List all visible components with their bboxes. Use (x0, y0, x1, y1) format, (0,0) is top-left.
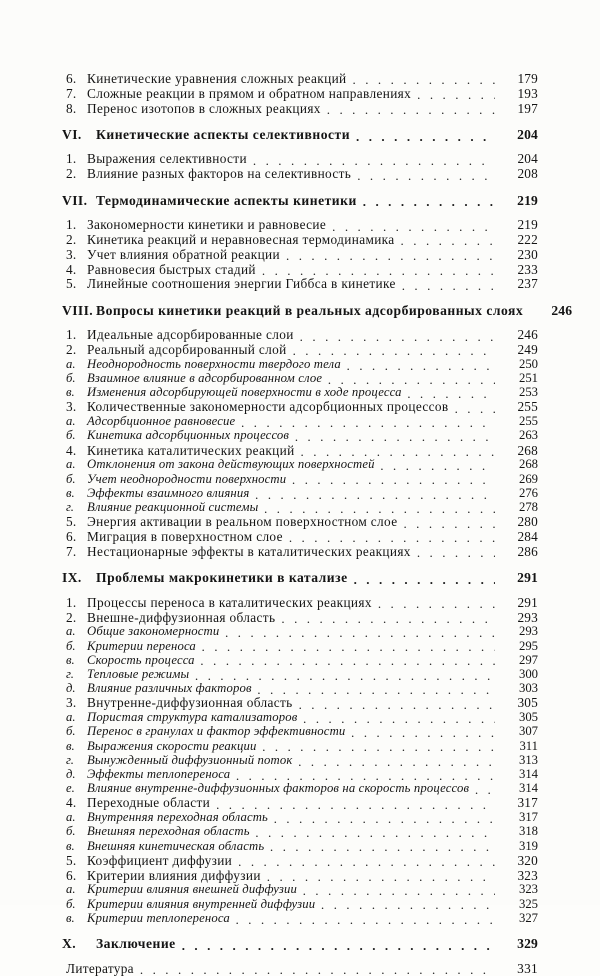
toc-entry-number: 1. (66, 327, 77, 343)
toc-entry-title: Внешне-диффузионная область (87, 609, 276, 625)
toc-entry-title: Перенос в гранулах и фактор эффективности (87, 724, 346, 739)
toc-entry-title: Эффекты теплопереноса (87, 766, 231, 781)
dot-leader (253, 152, 495, 165)
toc-entry[interactable] (62, 740, 538, 753)
toc-entry[interactable] (62, 302, 573, 318)
toc-entry-number: 6. (66, 71, 77, 86)
toc-entry-title: Скорость процесса (87, 652, 195, 667)
toc-entry-title: Кинетические аспекты селективности (96, 126, 351, 142)
toc-entry[interactable] (62, 654, 538, 667)
toc-entry-number: г. (66, 500, 74, 515)
toc-entry[interactable] (62, 429, 538, 442)
toc-entry-page-number: 219 (517, 192, 538, 208)
toc-entry-page-number: 233 (517, 261, 538, 277)
dot-leader (328, 372, 495, 385)
toc-entry-number: а. (66, 882, 76, 897)
toc-entry[interactable] (62, 277, 538, 290)
toc-entry-page-number: 230 (517, 246, 538, 262)
dot-leader (255, 487, 495, 500)
dot-leader (332, 218, 495, 231)
dot-leader (353, 72, 495, 85)
toc-entry-title: Критерии влияния внутренней диффузии (87, 896, 316, 911)
toc-entry[interactable] (62, 167, 538, 180)
toc-entry-title: Количественные закономерности адсорбционных процессов (87, 399, 449, 415)
toc-entry[interactable] (62, 358, 538, 371)
dot-leader (258, 682, 495, 695)
toc-entry-number: а. (66, 414, 76, 429)
toc-entry[interactable] (62, 725, 538, 738)
toc-entry-title: Пористая структура катализаторов (87, 710, 298, 725)
toc-entry[interactable] (62, 515, 538, 528)
toc-entry-page-number: 204 (517, 126, 538, 142)
dot-leader (381, 458, 495, 471)
toc-entry-title: Линейные соотношения энергии Гиббса в кинетике (87, 276, 396, 292)
toc-entry-number: 6. (66, 867, 77, 883)
toc-entry-page-number: 250 (518, 356, 538, 371)
toc-entry[interactable] (62, 962, 538, 975)
toc-entry-page-number: 246 (551, 302, 573, 318)
toc-entry[interactable] (62, 869, 538, 882)
toc-entry-number: 4. (66, 795, 77, 811)
toc-entry-page-number: 325 (518, 896, 538, 911)
toc-entry-title: Учет влияния обратной реакции (87, 246, 280, 262)
dot-leader (241, 415, 495, 428)
dot-leader (270, 840, 495, 853)
toc-entry[interactable] (62, 458, 538, 471)
toc-entry-page-number: 323 (517, 867, 538, 883)
toc-entry[interactable] (62, 233, 538, 246)
toc-entry[interactable] (62, 571, 538, 585)
toc-entry[interactable] (62, 473, 538, 486)
toc-entry-number: 1. (66, 217, 77, 233)
toc-entry-title: Критерии переноса (87, 638, 196, 653)
toc-entry-title: Внешняя кинетическая область (87, 838, 265, 853)
toc-entry-title: Влияние разных факторов на селективность (87, 166, 352, 182)
toc-entry-title: Идеальные адсорбированные слои (87, 327, 294, 343)
toc-entry[interactable] (62, 668, 538, 681)
dot-leader (301, 444, 495, 457)
toc-entry-title: Закономерности кинетики и равновесие (87, 217, 327, 233)
dot-leader (267, 869, 495, 882)
toc-entry-number: 1. (66, 151, 77, 167)
toc-entry-title: Вынужденный диффузионный поток (87, 752, 293, 767)
toc-entry-number: в. (66, 652, 75, 667)
toc-entry-page-number: 237 (517, 276, 538, 292)
toc-entry[interactable] (62, 768, 538, 781)
toc-entry-page-number: 317 (517, 795, 538, 811)
toc-entry-number: 3. (66, 246, 77, 262)
toc-entry-title: Литература (66, 961, 134, 976)
toc-entry-number: 3. (66, 695, 77, 711)
toc-entry-number: 7. (66, 543, 77, 559)
toc-entry-number: X. (62, 936, 77, 952)
toc-entry[interactable] (62, 754, 538, 767)
toc-entry-number: а. (66, 710, 76, 725)
toc-entry-page-number: 323 (518, 882, 538, 897)
toc-entry-title: Отклонения от закона действующих поверхностей (87, 457, 375, 472)
dot-leader (225, 625, 495, 638)
toc-entry[interactable] (62, 640, 538, 653)
toc-entry-title: Вопросы кинетики реакций в реальных адсорбированных слоях (96, 302, 524, 318)
dot-leader (292, 473, 495, 486)
toc-entry-page-number: 314 (518, 766, 538, 781)
toc-entry-title: Внутренне-диффузионная область (87, 695, 293, 711)
dot-leader (357, 167, 495, 180)
toc-entry-number: 2. (66, 166, 77, 182)
toc-entry-number: в. (66, 738, 75, 753)
toc-entry-number: г. (66, 752, 74, 767)
toc-entry-page-number: 269 (518, 471, 538, 486)
toc-entry-number: а. (66, 624, 76, 639)
toc-entry[interactable] (62, 372, 538, 385)
dot-leader (401, 233, 495, 246)
toc-entry-title: Кинетические уравнения сложных реакций (87, 71, 347, 86)
toc-entry[interactable] (62, 840, 538, 853)
toc-entry[interactable] (62, 328, 538, 341)
toc-entry-number: 4. (66, 442, 77, 458)
toc-entry[interactable] (62, 883, 538, 896)
toc-entry-number: 2. (66, 342, 77, 358)
toc-entry-number: а. (66, 457, 76, 472)
toc-entry[interactable] (62, 545, 538, 558)
toc-entry[interactable] (62, 263, 538, 276)
toc-entry-page-number: 179 (517, 71, 538, 86)
toc-entry-page-number: 278 (518, 500, 538, 515)
toc-entry-number: VIII. (62, 302, 94, 318)
toc-entry-number: д. (66, 766, 76, 781)
dot-leader (182, 937, 495, 951)
dot-leader (236, 912, 495, 925)
toc-entry[interactable] (62, 487, 538, 500)
toc-entry-page-number: 197 (517, 100, 538, 116)
toc-entry-page-number: 313 (518, 752, 538, 767)
toc-entry-page-number: 305 (517, 695, 538, 711)
dot-leader (236, 768, 495, 781)
toc-entry-page-number: 293 (518, 624, 538, 639)
toc-entry-page-number: 263 (518, 428, 538, 443)
toc-entry-number: б. (66, 428, 76, 443)
toc-entry-title: Энергия активации в реальном поверхностном слое (87, 514, 398, 530)
dot-leader (327, 102, 495, 115)
toc-entry-number: 8. (66, 100, 77, 116)
toc-entry-title: Влияние различных факторов (87, 681, 252, 696)
toc-entry[interactable] (62, 102, 538, 115)
toc-entry-title: Кинетика реакций и неравновесная термодинамика (87, 231, 395, 247)
dot-leader (403, 515, 495, 528)
toc-entry-title: Общие закономерности (87, 624, 220, 639)
dot-leader (475, 782, 495, 795)
dot-leader (274, 811, 495, 824)
toc-entry-title: Тепловые режимы (87, 666, 190, 681)
toc-entry[interactable] (62, 912, 538, 925)
toc-entry-page-number: 291 (517, 570, 538, 586)
dot-leader (298, 754, 495, 767)
toc-entry-title: Перенос изотопов в сложных реакциях (87, 100, 321, 116)
toc-entry[interactable] (62, 825, 538, 838)
toc-entry-number: IX. (62, 570, 82, 586)
dot-leader (262, 740, 495, 753)
toc-entry-number: е. (66, 781, 75, 796)
toc-entry-number: а. (66, 356, 76, 371)
toc-entry-page-number: 280 (517, 514, 538, 530)
toc-entry[interactable] (62, 343, 538, 356)
dot-leader (256, 825, 495, 838)
toc-entry[interactable] (62, 782, 538, 795)
toc-entry-number: в. (66, 838, 75, 853)
toc-entry-title: Миграция в поверхностном слое (87, 529, 283, 545)
toc-entry-number: д. (66, 681, 76, 696)
toc-entry[interactable] (62, 194, 538, 208)
toc-entry-title: Адсорбционное равновесие (87, 414, 236, 429)
toc-entry[interactable] (62, 854, 538, 867)
dot-leader (293, 343, 495, 356)
dot-leader (262, 263, 495, 276)
dot-leader (455, 400, 495, 413)
toc-entry[interactable] (62, 400, 538, 413)
dot-leader (363, 194, 495, 208)
toc-entry-number: б. (66, 638, 76, 653)
toc-entry-page-number: 208 (517, 166, 538, 182)
toc-entry-page-number: 300 (518, 666, 538, 681)
dot-leader (321, 898, 495, 911)
toc-entry[interactable] (62, 72, 538, 85)
toc-entry-title: Кинетика адсорбционных процессов (87, 428, 290, 443)
toc-entry-number: 4. (66, 261, 77, 277)
toc-entry[interactable] (62, 87, 538, 100)
dot-leader (408, 386, 495, 399)
toc-entry-title: Внутренняя переходная область (87, 810, 268, 825)
toc-entry-title: Выражения скорости реакции (87, 738, 257, 753)
toc-entry-page-number: 253 (518, 385, 538, 400)
dot-leader (281, 611, 495, 624)
toc-entry-title: Выражения селективности (87, 151, 247, 167)
toc-entry[interactable] (62, 530, 538, 543)
toc-entry-title: Равновесия быстрых стадий (87, 261, 256, 277)
dot-leader (202, 640, 495, 653)
toc-entry-title: Критерии влияния диффузии (87, 867, 261, 883)
toc-entry-page-number: 293 (517, 609, 538, 625)
toc-entry-number: VI. (62, 126, 82, 142)
toc-entry-title: Процессы переноса в каталитических реакциях (87, 594, 372, 610)
toc-entry-page-number: 268 (518, 457, 538, 472)
dot-leader (264, 501, 495, 514)
dot-leader (347, 358, 495, 371)
toc-entry[interactable] (62, 386, 538, 399)
toc-entry[interactable] (62, 596, 538, 609)
toc-entry-number: 3. (66, 399, 77, 415)
toc-entry-title: Переходные области (87, 795, 211, 811)
toc-entry-page-number: 222 (517, 231, 538, 247)
toc-entry[interactable] (62, 248, 538, 261)
toc-entry-page-number: 295 (518, 638, 538, 653)
toc-entry-title: Нестационарные эффекты в каталитических реакциях (87, 543, 411, 559)
dot-leader (289, 530, 495, 543)
toc-entry-number: 5. (66, 514, 77, 530)
toc-entry-number: 5. (66, 276, 77, 292)
dot-leader (351, 725, 495, 738)
toc-entry-number: 7. (66, 85, 77, 101)
toc-entry-title: Внешняя переходная область (87, 824, 250, 839)
toc-entry[interactable] (62, 937, 538, 951)
dot-leader (378, 596, 495, 609)
toc-entry[interactable] (62, 444, 538, 457)
toc-entry[interactable] (62, 711, 538, 724)
toc-entry[interactable] (62, 415, 538, 428)
dot-leader (286, 248, 495, 261)
toc-entry[interactable] (62, 611, 538, 624)
toc-entry-title: Кинетика каталитических реакций (87, 442, 295, 458)
dot-leader (238, 854, 495, 867)
dot-leader (300, 328, 495, 341)
toc-entry-number: б. (66, 371, 76, 386)
toc-entry-page-number: 307 (518, 724, 538, 739)
dot-leader (216, 796, 495, 809)
toc-entry-page-number: 329 (517, 936, 538, 952)
toc-entry-page-number: 246 (517, 327, 538, 343)
toc-entry-title: Критерии влияния внешней диффузии (87, 882, 297, 897)
toc-entry-page-number: 249 (517, 342, 538, 358)
toc-entry-page-number: 291 (517, 594, 538, 610)
toc-entry-title: Термодинамические аспекты кинетики (96, 192, 357, 208)
toc-entry-number: в. (66, 910, 75, 925)
toc-entry-page-number: 303 (518, 681, 538, 696)
toc-entry-number: 6. (66, 529, 77, 545)
toc-entry-title: Сложные реакции в прямом и обратном направлениях (87, 85, 412, 101)
toc-entry-page-number: 255 (517, 399, 538, 415)
toc-entry[interactable] (62, 128, 538, 142)
toc-entry-page-number: 286 (517, 543, 538, 559)
toc-entry-page-number: 314 (518, 781, 538, 796)
toc-entry-page-number: 219 (517, 217, 538, 233)
toc-entry-title: Заключение (96, 936, 176, 952)
toc-entry-number: 1. (66, 594, 77, 610)
toc-entry-page-number: 284 (517, 529, 538, 545)
dot-leader (295, 429, 495, 442)
dot-leader (303, 711, 495, 724)
toc-entry-title: Реальный адсорбированный слой (87, 342, 287, 358)
toc-entry[interactable] (62, 696, 538, 709)
toc-entry-title: Эффекты взаимного влияния (87, 485, 250, 500)
toc-entry-title: Критерии теплопереноса (87, 910, 230, 925)
toc-entry-page-number: 311 (519, 738, 538, 753)
toc-entry-title: Влияние внутренне-диффузионных факторов на скорость процессов (87, 781, 470, 796)
toc-entry[interactable] (62, 796, 538, 809)
toc-entry-title: Проблемы макрокинетики в катализе (96, 570, 348, 586)
toc-entry-page-number: 251 (518, 371, 538, 386)
toc-entry-title: Коэффициент диффузии (87, 852, 233, 868)
dot-leader (417, 545, 495, 558)
toc-entry-page-number: 268 (517, 442, 538, 458)
toc-entry-number: б. (66, 724, 76, 739)
toc-entry[interactable] (62, 898, 538, 911)
toc-entry[interactable] (62, 501, 538, 514)
toc-entry-page-number: 193 (517, 85, 538, 101)
toc-entry-page-number: 255 (518, 414, 538, 429)
toc-entry[interactable] (62, 811, 538, 824)
toc-entry-number: б. (66, 471, 76, 486)
dot-leader (201, 654, 495, 667)
toc-entry-page-number: 319 (518, 838, 538, 853)
toc-entry-number: VII. (62, 192, 88, 208)
toc-entry-page-number: 297 (518, 652, 538, 667)
toc-entry-page-number: 331 (517, 961, 538, 976)
toc-entry-number: б. (66, 824, 76, 839)
toc-entry[interactable] (62, 625, 538, 638)
toc-entry-number: г. (66, 666, 74, 681)
toc-entry-number: а. (66, 810, 76, 825)
toc-entry-number: 2. (66, 609, 77, 625)
toc-entry[interactable] (62, 152, 538, 165)
toc-entry-title: Влияние реакционной системы (87, 500, 259, 515)
toc-entry-number: в. (66, 485, 75, 500)
toc-entry-number: б. (66, 896, 76, 911)
dot-leader (140, 962, 495, 975)
dot-leader (356, 128, 495, 142)
toc-entry[interactable] (62, 218, 538, 231)
toc-entry-title: Изменения адсорбирующей поверхности в ходе процесса (87, 385, 402, 400)
toc-entry-page-number: 305 (518, 710, 538, 725)
toc-entry-page-number: 276 (518, 485, 538, 500)
dot-leader (402, 277, 495, 290)
toc-entry-title: Учет неоднородности поверхности (87, 471, 287, 486)
toc-entry-page-number: 318 (518, 824, 538, 839)
toc-entry[interactable] (62, 682, 538, 695)
toc-entry-title: Взаимное влияние в адсорбированном слое (87, 371, 323, 386)
toc-entry-number: в. (66, 385, 75, 400)
dot-leader (354, 571, 495, 585)
dot-leader (303, 883, 495, 896)
toc-entry-page-number: 204 (517, 151, 538, 167)
dot-leader (417, 87, 495, 100)
toc-entry-number: 2. (66, 231, 77, 247)
toc-entry-title: Неоднородность поверхности твердого тела (87, 356, 341, 371)
toc-entry-page-number: 317 (518, 810, 538, 825)
toc-entry-list (62, 71, 573, 976)
dot-leader (299, 696, 495, 709)
toc-entry-page-number: 327 (518, 910, 538, 925)
toc-entry-number: 5. (66, 852, 77, 868)
dot-leader (195, 668, 495, 681)
toc-entry-page-number: 320 (517, 852, 538, 868)
